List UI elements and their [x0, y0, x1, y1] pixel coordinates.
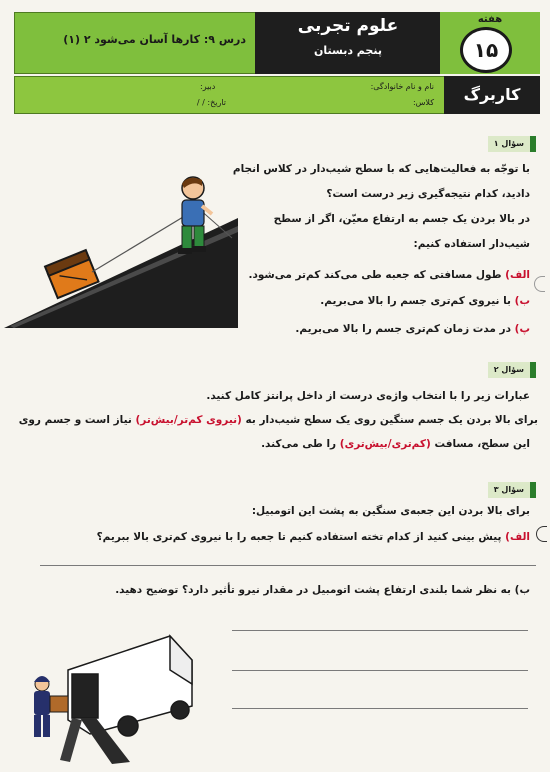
van-illustration: [20, 630, 210, 768]
q2-sentence-1: [19, 414, 538, 426]
page-edge-mark: [534, 276, 545, 292]
answer-line-b2[interactable]: [232, 670, 528, 671]
option-text: طول مسافتی که جعبه طی می‌کند کم‌تر می‌شود.: [248, 269, 506, 281]
ramp-illustration: [2, 168, 240, 330]
question-1-tag: سؤال ۱: [488, 136, 536, 152]
option-letter: پ): [514, 323, 530, 335]
name-field-label: نام و نام خانوادگی:: [370, 82, 434, 91]
option-letter: الف): [505, 269, 530, 281]
worksheet-label: کاربرگ: [444, 76, 540, 114]
option-letter: الف): [505, 531, 530, 543]
question-3-tag: سؤال ۳: [488, 482, 536, 498]
option-text: در مدت زمان کم‌تری جسم را بالا می‌بریم.: [295, 323, 515, 335]
q2-choice-force[interactable]: (نیروی کم‌تر/بیش‌تر): [135, 414, 242, 426]
worker-icon: [34, 676, 68, 737]
q2-text: نیاز است و جسم روی: [18, 414, 136, 426]
option-text: با نیروی کم‌تری جسم را بالا می‌بریم.: [320, 295, 515, 307]
q1-option-c[interactable]: [295, 323, 530, 335]
q2-sentence-2: [261, 438, 530, 450]
date-field-label: تاریخ: / /: [196, 98, 226, 107]
q1-line-2: دادید، کدام نتیجه‌گیری زیر درست است؟: [326, 188, 530, 200]
q1-option-b[interactable]: [320, 295, 530, 307]
answer-line-b3[interactable]: [232, 708, 528, 709]
page-edge-mark: [536, 526, 547, 542]
q2-instruction: عبارات زیر را با انتخاب واژه‌ی درست از داخل پرانتز کامل کنید.: [206, 390, 530, 402]
q2-choice-distance[interactable]: (کم‌تری/بیش‌تری): [339, 438, 431, 450]
q3-part-a: [97, 531, 530, 543]
q2-text: برای بالا بردن یک جسم سنگین روی یک سطح شیب‌دار به: [241, 414, 538, 426]
subject-title: علوم تجربی: [297, 16, 399, 36]
q1-line-1: با توجّه به فعالیت‌هایی که با سطح شیب‌دار در کلاس انجام: [232, 163, 530, 175]
week-label: هفته: [477, 14, 503, 25]
lesson-title: درس ۹: کارها آسان می‌شود ۲ (۱): [63, 33, 246, 46]
option-letter: ب): [514, 295, 530, 307]
q1-line-3: در بالا بردن یک جسم به ارتفاع معیّن، اگر از سطح: [273, 213, 530, 225]
q3-part-a-text: پیش بینی کنید از کدام تخته استفاده کنیم تا جعبه را با نیروی کم‌تری بالا ببریم؟: [96, 531, 506, 543]
q1-option-a[interactable]: [248, 269, 530, 281]
q3-part-b: ب) به نظر شما بلندی ارتفاع پشت اتومبیل در مقدار نیرو تأثیر دارد؟ توضیح دهید.: [115, 584, 530, 596]
q2-text: این سطح، مسافت: [430, 438, 530, 450]
q2-text: را طی می‌کند.: [261, 438, 340, 450]
q1-line-4: شیب‌دار استفاده کنیم:: [413, 238, 530, 250]
question-2-tag: سؤال ۲: [488, 362, 536, 378]
answer-line-a[interactable]: [40, 565, 536, 566]
grade-label: پنجم دبستان: [314, 44, 382, 57]
class-field-label: کلاس:: [412, 98, 434, 107]
q3-intro: برای بالا بردن این جعبه‌ی سنگین به پشت این اتومبیل:: [251, 505, 530, 517]
week-number-badge: ۱۵: [460, 27, 512, 73]
board-short: [60, 718, 82, 762]
answer-line-b1[interactable]: [232, 630, 528, 631]
teacher-field-label: دبیر:: [200, 82, 216, 91]
